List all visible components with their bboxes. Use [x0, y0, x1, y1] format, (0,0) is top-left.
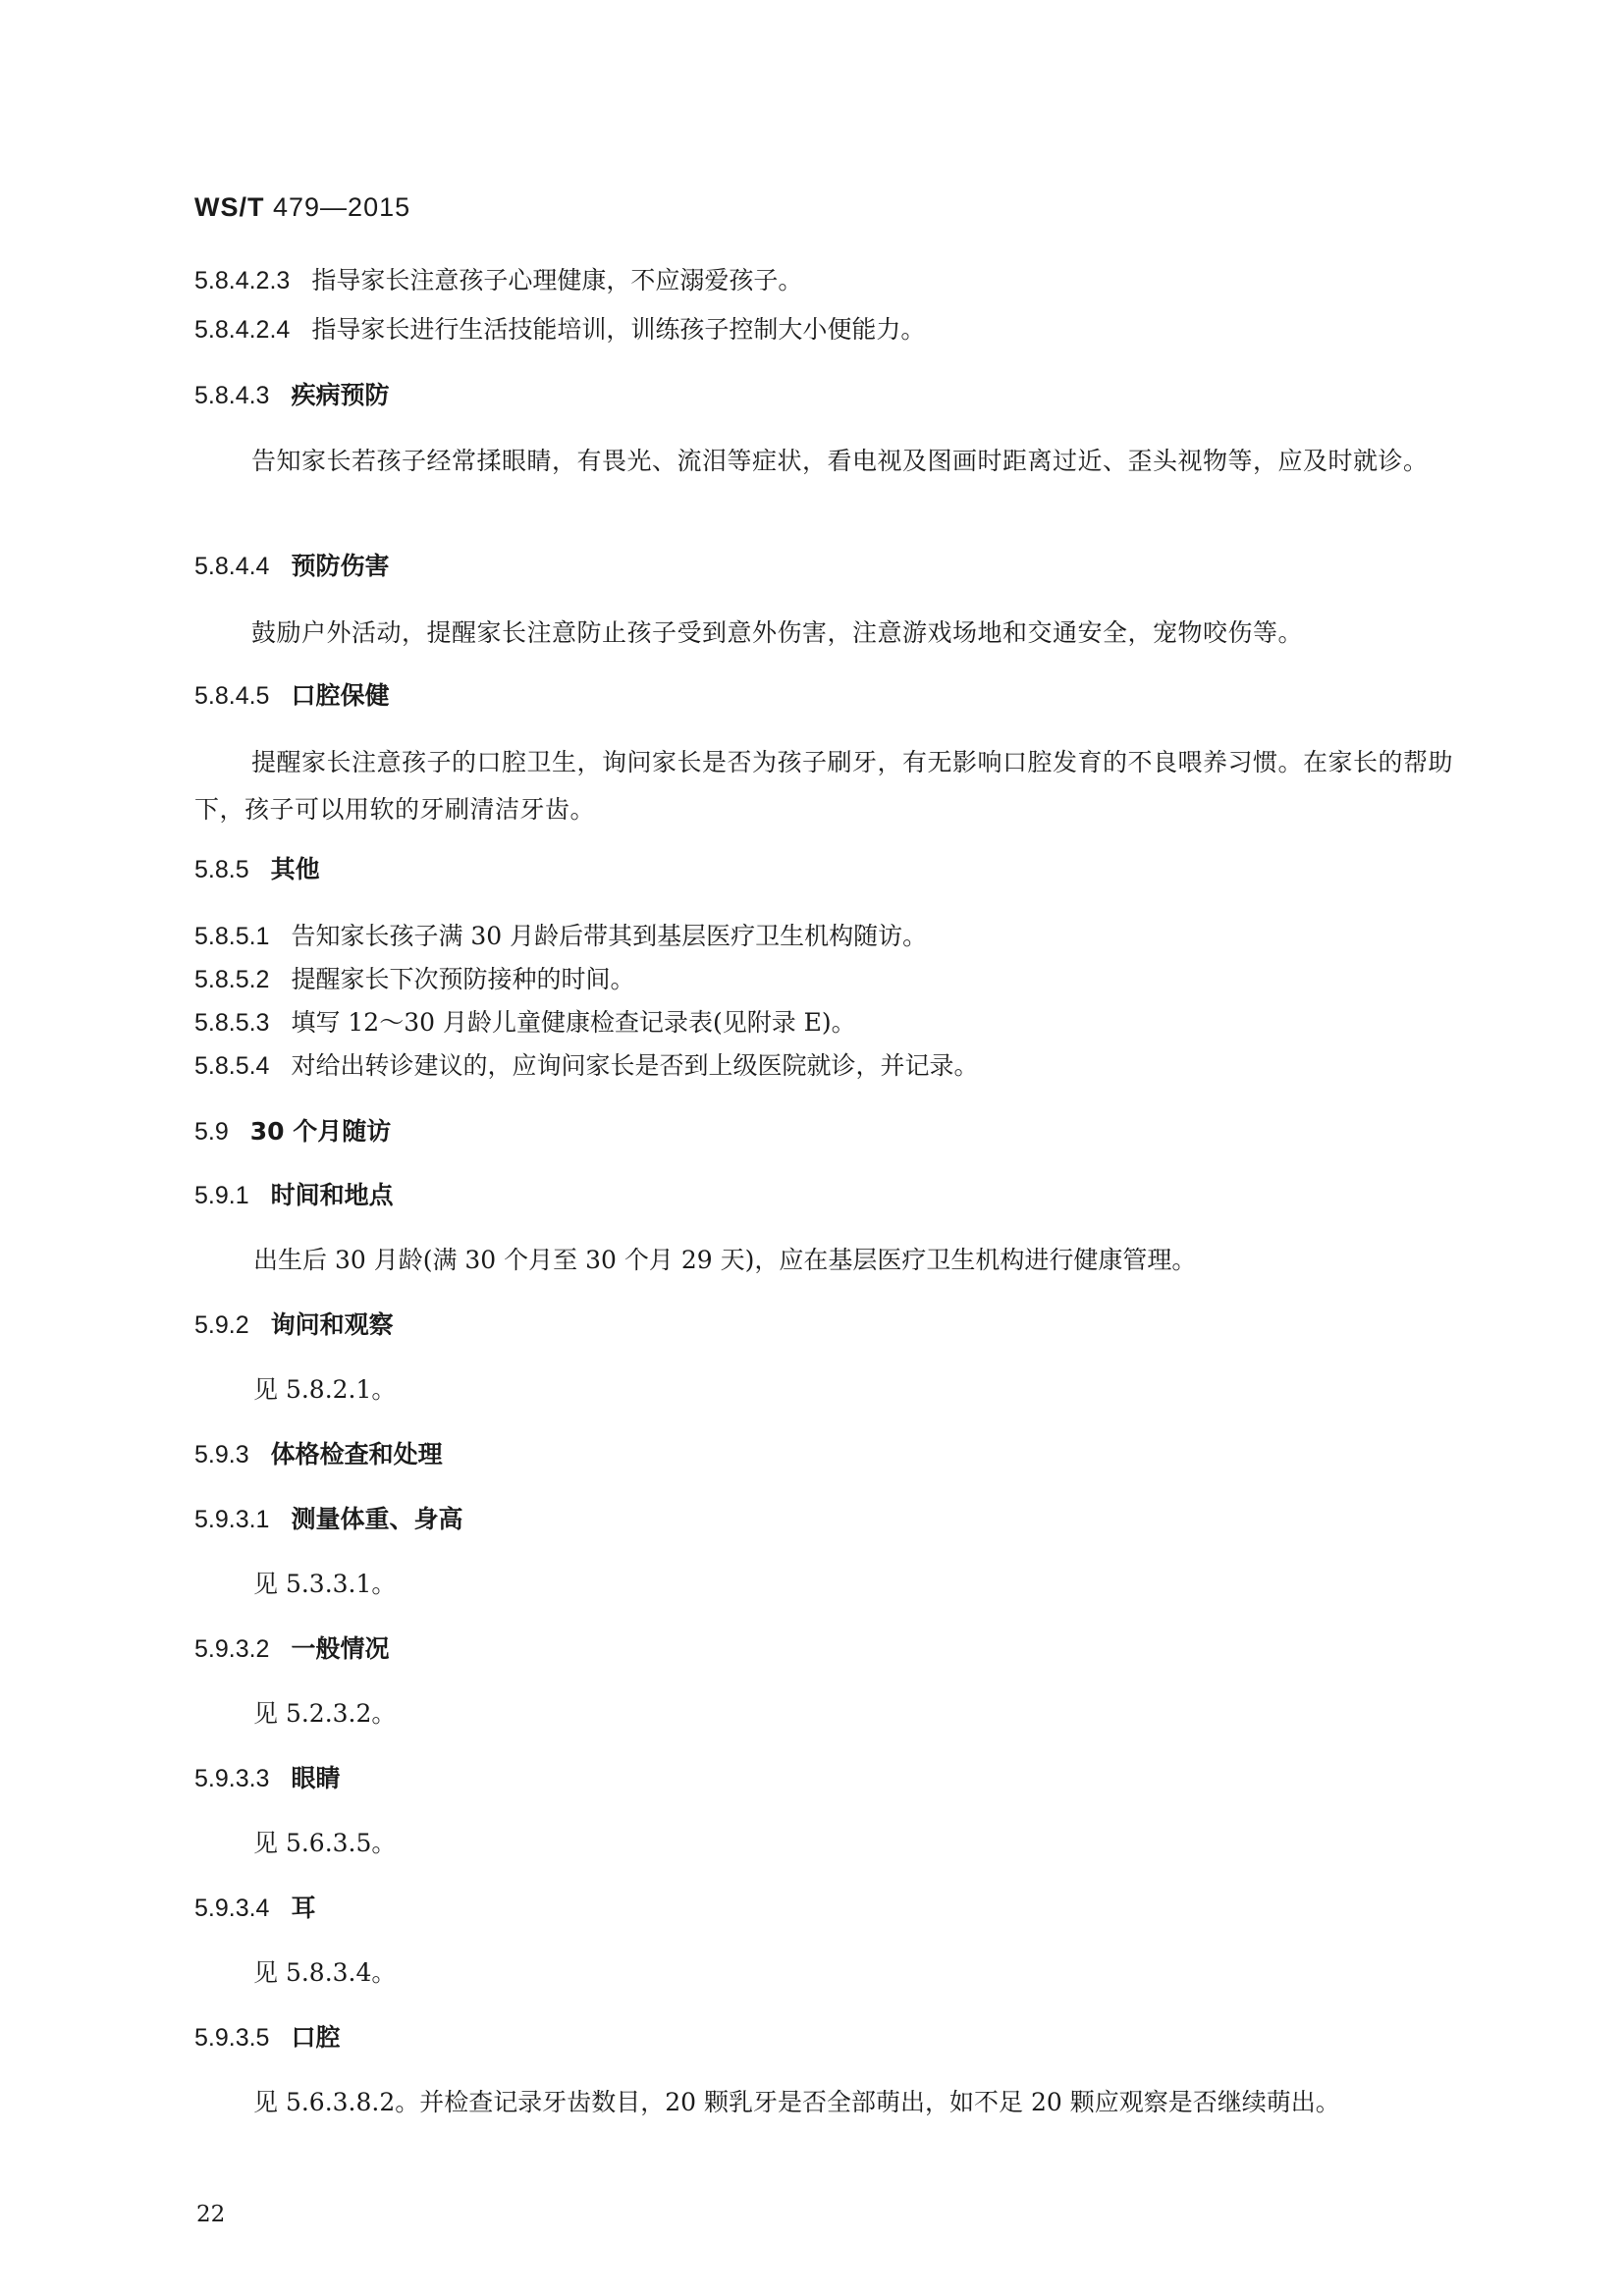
- paragraph-5-9-3-4: 见 5.8.3.4。: [253, 1958, 397, 1987]
- heading-title: 预防伤害: [291, 552, 390, 580]
- heading-title: 时间和地点: [270, 1181, 394, 1209]
- heading-number: 5.9.3.5: [194, 2024, 270, 2052]
- clause-number: 5.8.5.2: [194, 966, 270, 993]
- clause-text: 告知家长孩子满 30 月龄后带其到基层医疗卫生机构随访。: [291, 922, 928, 950]
- heading-number: 5.9.3.4: [194, 1895, 270, 1922]
- heading-number: 5.8.4.4: [194, 553, 270, 580]
- heading-title: 口腔: [291, 2023, 341, 2052]
- paragraph-5-9-2: 见 5.8.2.1。: [253, 1375, 397, 1404]
- clause-number: 5.8.5.3: [194, 1009, 270, 1037]
- heading-title: 其他: [270, 855, 320, 883]
- heading-title: 询问和观察: [270, 1310, 394, 1339]
- clause-text: 对给出转诊建议的，应询问家长是否到上级医院就诊，并记录。: [291, 1051, 979, 1080]
- clause-5-8-5-2: [194, 964, 634, 995]
- clause-number: 5.8.5.4: [194, 1052, 270, 1080]
- paragraph-5-9-3-2: 见 5.2.3.2。: [253, 1699, 397, 1728]
- heading-number: 5.9.3: [194, 1441, 249, 1468]
- heading-title: 测量体重、身高: [291, 1505, 463, 1533]
- heading-5-8-5: [194, 854, 320, 885]
- heading-title: 30 个月随访: [249, 1117, 392, 1146]
- clause-5-8-5-1: [194, 921, 927, 952]
- document-code-prefix: WS/T: [194, 192, 265, 222]
- heading-number: 5.8.5: [194, 856, 249, 883]
- paragraph-5-9-3-5: 见 5.6.3.8.2。并检查记录牙齿数目，20 颗乳牙是否全部萌出，如不足 20 颗应观察是否继续萌出。: [253, 2088, 1340, 2116]
- clause-5-8-4-2-4: [194, 314, 925, 346]
- clause-text: 提醒家长下次预防接种的时间。: [291, 965, 635, 993]
- heading-5-9-2: [194, 1309, 394, 1341]
- paragraph-5-9-1: 出生后 30 月龄(满 30 个月至 30 个月 29 天)，应在基层医疗卫生机构进行健康管理。: [253, 1246, 1197, 1274]
- clause-5-8-5-4: [194, 1050, 978, 1082]
- heading-number: 5.8.4.5: [194, 682, 270, 710]
- heading-5-9-3: [194, 1439, 443, 1470]
- heading-5-9-1: [194, 1180, 394, 1211]
- paragraph-5-9-3-1: 见 5.3.3.1。: [253, 1570, 397, 1598]
- paragraph-5-8-4-3: 告知家长若孩子经常揉眼睛，有畏光、流泪等症状，看电视及图画时距离过近、歪头视物等，应及时就诊。: [251, 447, 1429, 475]
- clause-number: 5.8.4.2.3: [194, 267, 291, 294]
- paragraph-5-8-4-5: 提醒家长注意孩子的口腔卫生，询问家长是否为孩子刷牙，有无影响口腔发育的不良喂养习惯。在家长的帮助下，孩子可以用软的牙刷清洁牙齿。: [194, 748, 1454, 824]
- clause-5-8-4-2-3: [194, 265, 802, 296]
- heading-5-8-4-5: [194, 680, 389, 712]
- heading-number: 5.8.4.3: [194, 382, 270, 409]
- clause-5-8-5-3: [194, 1007, 856, 1039]
- heading-5-9: [194, 1116, 391, 1148]
- page-number: 22: [196, 2202, 226, 2227]
- document-code: [194, 192, 410, 223]
- document-code-number: 479—2015: [264, 192, 411, 222]
- heading-number: 5.9.3.2: [194, 1635, 270, 1663]
- heading-5-8-4-3: [194, 380, 389, 411]
- heading-title: 耳: [291, 1894, 316, 1922]
- heading-number: 5.9.1: [194, 1182, 249, 1209]
- heading-number: 5.9.3.1: [194, 1506, 270, 1533]
- heading-number: 5.9.2: [194, 1311, 249, 1339]
- clause-number: 5.8.4.2.4: [194, 316, 291, 344]
- heading-number: 5.9.3.3: [194, 1765, 270, 1792]
- heading-5-9-3-3: [194, 1763, 340, 1794]
- heading-title: 一般情况: [291, 1634, 390, 1663]
- paragraph-5-8-4-4: 鼓励户外活动，提醒家长注意防止孩子受到意外伤害，注意游戏场地和交通安全，宠物咬伤等。: [251, 618, 1304, 647]
- heading-title: 体格检查和处理: [270, 1440, 443, 1468]
- paragraph-5-9-3-3: 见 5.6.3.5。: [253, 1829, 397, 1857]
- heading-title: 口腔保健: [291, 681, 390, 710]
- heading-number: 5.9: [194, 1118, 229, 1146]
- clause-text: 填写 12～30 月龄儿童健康检查记录表(见附录 E)。: [291, 1008, 856, 1037]
- clause-text: 指导家长进行生活技能培训，训练孩子控制大小便能力。: [311, 315, 926, 344]
- clause-text: 指导家长注意孩子心理健康，不应溺爱孩子。: [311, 266, 803, 294]
- heading-5-9-3-4: [194, 1893, 315, 1924]
- clause-number: 5.8.5.1: [194, 923, 270, 950]
- heading-5-9-3-1: [194, 1504, 462, 1535]
- heading-5-8-4-4: [194, 551, 389, 582]
- heading-5-9-3-2: [194, 1633, 389, 1665]
- heading-5-9-3-5: [194, 2022, 340, 2054]
- heading-title: 眼睛: [291, 1764, 341, 1792]
- heading-title: 疾病预防: [291, 381, 390, 409]
